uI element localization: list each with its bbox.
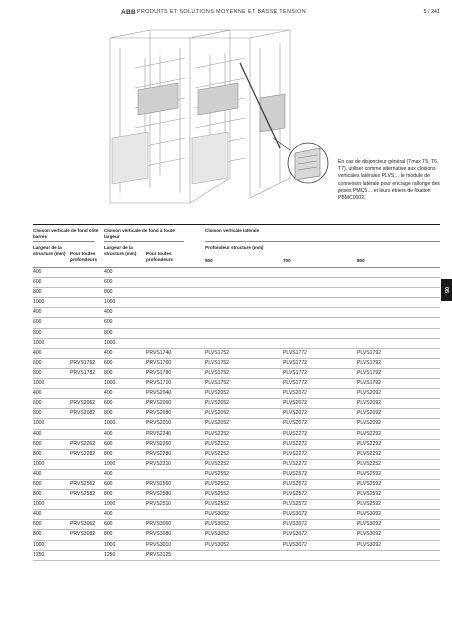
table-cell: PLVS3072 bbox=[283, 541, 307, 548]
table-cell: 1000 bbox=[33, 339, 45, 346]
table-row bbox=[33, 409, 440, 419]
table-cell: 400 bbox=[104, 349, 113, 356]
table-cell: 600 bbox=[104, 521, 113, 528]
table-cell: PRVS2210 bbox=[146, 460, 172, 467]
table-cell: 800 bbox=[104, 410, 113, 417]
table-cell: PLVS1772 bbox=[283, 380, 307, 387]
table-cell: PRVS1782 bbox=[70, 369, 96, 376]
table-row bbox=[33, 510, 440, 520]
header-depth-700: 700 bbox=[283, 258, 291, 263]
table-cell: PLVS1752 bbox=[205, 380, 229, 387]
table-cell: PLVS3092 bbox=[357, 521, 381, 528]
table-row bbox=[33, 267, 440, 278]
table-cell: PLVS3052 bbox=[205, 521, 229, 528]
table-cell: PLVS2552 bbox=[205, 491, 229, 498]
table-cell: 800 bbox=[33, 369, 42, 376]
table-cell: 600 bbox=[33, 279, 42, 286]
table-row bbox=[33, 460, 440, 470]
table-row bbox=[33, 298, 440, 308]
table-row bbox=[33, 520, 440, 530]
brand-logo: ABB bbox=[121, 9, 136, 16]
header-depth-500: 500 bbox=[205, 258, 213, 263]
table-row bbox=[33, 359, 440, 369]
table-cell: 400 bbox=[104, 470, 113, 477]
table-cell: 400 bbox=[104, 269, 113, 275]
table-cell: 1000 bbox=[104, 299, 116, 306]
table-cell: PLVS2252 bbox=[205, 440, 229, 447]
header-rule-c bbox=[205, 241, 440, 242]
table-cell: PLVS2252 bbox=[205, 460, 229, 467]
table-cell: 1000 bbox=[104, 339, 116, 346]
table-cell: PRVS2280 bbox=[146, 450, 172, 457]
header-all-depths-a: Pour toutes profondeurs bbox=[70, 251, 98, 262]
table-cell: PLVS1792 bbox=[357, 359, 381, 366]
table-cell: PLVS2072 bbox=[283, 410, 307, 417]
cabinet-illustration bbox=[90, 28, 330, 218]
table-row bbox=[33, 278, 440, 288]
table-cell: PRVS2510 bbox=[146, 501, 172, 508]
table-cell: 600 bbox=[104, 359, 113, 366]
table-cell: PLVS2052 bbox=[205, 400, 229, 407]
table-cell: PRVS1762 bbox=[70, 359, 96, 366]
table-cell: 600 bbox=[33, 480, 42, 487]
table-cell: 600 bbox=[104, 279, 113, 286]
table-cell: 1000 bbox=[104, 420, 116, 427]
header-depth: Profondeur structure (mm) bbox=[205, 245, 264, 250]
table-cell: PLVS1792 bbox=[357, 349, 381, 356]
table-cell: PLVS2072 bbox=[283, 420, 307, 427]
table-cell: PRVS3080 bbox=[146, 531, 172, 538]
table-cell: 800 bbox=[33, 329, 42, 336]
table-row bbox=[33, 349, 440, 359]
table-cell: PLVS3052 bbox=[205, 511, 229, 518]
table-cell: 600 bbox=[104, 480, 113, 487]
table-cell: PRVS3010 bbox=[146, 541, 172, 548]
table-cell: 800 bbox=[104, 289, 113, 296]
table-top-rule bbox=[33, 224, 440, 225]
table-cell: PRVS1710 bbox=[146, 380, 172, 387]
table-row bbox=[33, 470, 440, 480]
table-cell: PLVS3092 bbox=[357, 531, 381, 538]
table-cell: PRVS3062 bbox=[70, 521, 96, 528]
table-cell: PRVS3060 bbox=[146, 521, 172, 528]
table-row bbox=[33, 419, 440, 429]
table-cell: PRVS2580 bbox=[146, 491, 172, 498]
table-cell: PLVS1792 bbox=[357, 369, 381, 376]
table-cell: PLVS2252 bbox=[205, 430, 229, 437]
table-cell: 600 bbox=[33, 319, 42, 326]
table-cell: PLVS2292 bbox=[357, 440, 381, 447]
table-row bbox=[33, 541, 440, 551]
table-row bbox=[33, 379, 440, 389]
table-cell: PLVS3072 bbox=[283, 531, 307, 538]
table-row bbox=[33, 369, 440, 379]
table-cell: 400 bbox=[104, 430, 113, 437]
table-cell: PRVS2582 bbox=[70, 491, 96, 498]
table-row bbox=[33, 318, 440, 328]
table-row bbox=[33, 329, 440, 339]
page-number: 5 / 241 bbox=[423, 9, 440, 15]
table-cell: 400 bbox=[104, 511, 113, 518]
table-cell: PLVS2092 bbox=[357, 410, 381, 417]
table-cell: 1000 bbox=[104, 460, 116, 467]
table-cell: PLVS3092 bbox=[357, 541, 381, 548]
header-width-a: Largeur de la structure (mm) bbox=[33, 245, 66, 256]
table-cell: 600 bbox=[104, 400, 113, 407]
table-cell: PLVS2252 bbox=[357, 460, 381, 467]
table-cell: 1000 bbox=[33, 460, 45, 467]
table-cell: PRVS2240 bbox=[146, 430, 172, 437]
table-cell: 400 bbox=[33, 309, 42, 316]
table-row bbox=[33, 530, 440, 540]
table-cell: PLVS2592 bbox=[357, 470, 381, 477]
table-row bbox=[33, 440, 440, 450]
table-cell: PLVS2552 bbox=[205, 480, 229, 487]
table-cell: PRVS2062 bbox=[70, 400, 96, 407]
table-cell: 1000 bbox=[33, 501, 45, 508]
table-cell: PLVS2252 bbox=[205, 450, 229, 457]
table-cell: PRVS3082 bbox=[70, 531, 96, 538]
table-cell: PLVS2092 bbox=[357, 420, 381, 427]
table-body bbox=[33, 267, 440, 561]
table-cell: 600 bbox=[33, 521, 42, 528]
header-all-depths-b: Pour toutes profondeurs bbox=[146, 251, 174, 262]
table-cell: 400 bbox=[33, 470, 42, 477]
table-cell: PLVS2572 bbox=[283, 470, 307, 477]
table-cell: 600 bbox=[33, 359, 42, 366]
table-cell: PLVS3072 bbox=[283, 521, 307, 528]
table-cell: PLVS2272 bbox=[283, 450, 307, 457]
table-cell: 800 bbox=[33, 531, 42, 538]
table-cell: PLVS2572 bbox=[283, 480, 307, 487]
table-cell: PRVS2262 bbox=[70, 440, 96, 447]
table-cell: PLVS1752 bbox=[205, 349, 229, 356]
table-cell: PRVS2560 bbox=[146, 480, 172, 487]
header-width-b: Largeur de la structure (mm) bbox=[104, 245, 137, 256]
table-cell: 400 bbox=[104, 390, 113, 397]
header-col-b: Cloison verticale de fond à toute largeur bbox=[104, 228, 175, 239]
table-cell: PLVS1772 bbox=[283, 359, 307, 366]
table-row bbox=[33, 551, 440, 561]
table-cell: PRVS2060 bbox=[146, 400, 172, 407]
table-row bbox=[33, 308, 440, 318]
table-row bbox=[33, 339, 440, 349]
table-cell: 600 bbox=[104, 440, 113, 447]
table-cell: PLVS1772 bbox=[283, 349, 307, 356]
table-cell: 800 bbox=[33, 289, 42, 296]
table-cell: PRVS2082 bbox=[70, 410, 96, 417]
table-cell: PLVS2072 bbox=[283, 390, 307, 397]
table-cell: PLVS2592 bbox=[357, 480, 381, 487]
table-cell: PLVS2292 bbox=[357, 430, 381, 437]
table-row bbox=[33, 480, 440, 490]
table-cell: 800 bbox=[104, 369, 113, 376]
table-cell: PRVS2260 bbox=[146, 440, 172, 447]
section-title: PRODUITS ET SOLUTIONS MOYENNE ET BASSE TENSION bbox=[137, 9, 307, 15]
table-cell: PLVS2272 bbox=[283, 430, 307, 437]
table-cell: 800 bbox=[104, 531, 113, 538]
table-cell: PLVS2572 bbox=[283, 491, 307, 498]
table-cell: 400 bbox=[33, 390, 42, 397]
table-row bbox=[33, 288, 440, 298]
table-cell: PRVS1740 bbox=[146, 349, 172, 356]
table-cell: PRVS2562 bbox=[70, 480, 96, 487]
table-cell: 400 bbox=[104, 309, 113, 316]
table-row bbox=[33, 389, 440, 399]
table-cell: PLVS2272 bbox=[283, 440, 307, 447]
table-row bbox=[33, 490, 440, 500]
table-row bbox=[33, 450, 440, 460]
table-cell: PLVS2092 bbox=[357, 390, 381, 397]
table-cell: 800 bbox=[104, 491, 113, 498]
table-cell: PRVS2040 bbox=[146, 390, 172, 397]
table-cell: PLVS2592 bbox=[357, 501, 381, 508]
table-cell: 400 bbox=[33, 269, 42, 275]
table-cell: PLVS2552 bbox=[205, 501, 229, 508]
table-cell: PLVS3072 bbox=[283, 511, 307, 518]
header-col-a: Cloison verticale de fond côté barres bbox=[33, 228, 99, 239]
table-cell: 600 bbox=[33, 440, 42, 447]
table-cell: PLVS1792 bbox=[357, 380, 381, 387]
table-cell: PLVS2092 bbox=[357, 400, 381, 407]
table-cell: 1000 bbox=[104, 501, 116, 508]
table-cell: PLVS3052 bbox=[205, 531, 229, 538]
table-cell: 1000 bbox=[33, 299, 45, 306]
table-cell: 1000 bbox=[33, 380, 45, 387]
table-cell: PLVS3052 bbox=[205, 541, 229, 548]
table-cell: PLVS1752 bbox=[205, 369, 229, 376]
table-cell: 400 bbox=[33, 349, 42, 356]
table-cell: PLVS2072 bbox=[283, 400, 307, 407]
table-cell: 1250 bbox=[33, 551, 45, 558]
table-cell: 800 bbox=[33, 491, 42, 498]
table-cell: 1000 bbox=[104, 541, 116, 548]
table-cell: PLVS1752 bbox=[205, 359, 229, 366]
table-cell: 400 bbox=[33, 511, 42, 518]
table-row bbox=[33, 399, 440, 409]
table-cell: PRVS2010 bbox=[146, 420, 172, 427]
note-text: En cas de disjoncteur général (Tmax T5, T6, T7), utiliser comme alternative aux cloisons verticales latérales PLVS… le module de connexion latérale pour encrage rallonge des prises PMC5… et leurs étriers de fixation PBMC0002. bbox=[338, 159, 440, 202]
table-cell: PLVS2052 bbox=[205, 420, 229, 427]
table-cell: PLVS2272 bbox=[283, 460, 307, 467]
header-col-c: Cloison verticale latérale bbox=[205, 228, 260, 233]
table-cell: 600 bbox=[104, 319, 113, 326]
table-cell: PRVS1760 bbox=[146, 359, 172, 366]
table-cell: PLVS2052 bbox=[205, 410, 229, 417]
table-cell: PLVS2052 bbox=[205, 390, 229, 397]
table-cell: PRVS3125 bbox=[146, 551, 172, 558]
table-cell: PLVS3092 bbox=[357, 511, 381, 518]
table-cell: 1250 bbox=[104, 551, 116, 558]
table-cell: 800 bbox=[104, 329, 113, 336]
header-rule-a bbox=[33, 241, 95, 242]
table-cell: PRVS1780 bbox=[146, 369, 172, 376]
table-cell: PRVS2080 bbox=[146, 410, 172, 417]
table-cell: PLVS1772 bbox=[283, 369, 307, 376]
table-cell: 800 bbox=[104, 450, 113, 457]
table-cell: 800 bbox=[33, 410, 42, 417]
table-cell: PRVS2282 bbox=[70, 450, 96, 457]
table-cell: 800 bbox=[33, 450, 42, 457]
table-cell: 1000 bbox=[33, 541, 45, 548]
table-row bbox=[33, 500, 440, 510]
table-cell: PLVS2592 bbox=[357, 491, 381, 498]
table-row bbox=[33, 430, 440, 440]
table-cell: PLVS2292 bbox=[357, 450, 381, 457]
table-cell: PLVS2552 bbox=[205, 470, 229, 477]
table-cell: 600 bbox=[33, 400, 42, 407]
header-rule-b bbox=[104, 241, 184, 242]
header-depth-900: 900 bbox=[357, 258, 365, 263]
page-header bbox=[0, 9, 452, 23]
table-cell: 400 bbox=[33, 430, 42, 437]
table-cell: 1000 bbox=[104, 380, 116, 387]
table-cell: 1000 bbox=[33, 420, 45, 427]
table-cell: PLVS2572 bbox=[283, 501, 307, 508]
chapter-tab: 05 bbox=[441, 279, 452, 301]
